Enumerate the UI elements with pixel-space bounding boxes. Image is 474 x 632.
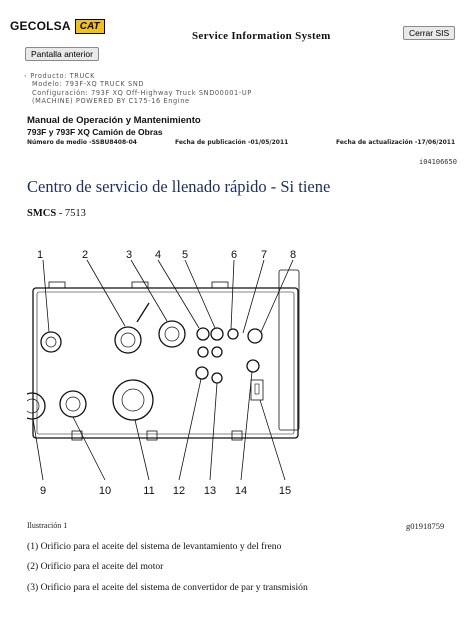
port-cap (121, 333, 135, 347)
leader-line (158, 260, 199, 328)
configuration-line: Configuración: 793F XQ Off-Highway Truck SND00001-UP (32, 88, 252, 97)
publication-date: Fecha de publicación -01/05/2011 (175, 139, 289, 146)
leader-line (135, 420, 149, 480)
smcs-code (27, 208, 86, 219)
indicator-small (198, 347, 208, 357)
indicator-4 (197, 328, 209, 340)
product-info (24, 72, 252, 106)
update-date: Fecha de actualización -17/06/2011 (336, 139, 456, 146)
previous-screen-button[interactable]: Pantalla anterior (25, 47, 99, 61)
illustration-id: g01918759 (406, 521, 445, 531)
manual-title: Manual de Operación y Mantenimiento (27, 115, 201, 126)
hoist-brake-oil-port (41, 332, 61, 352)
callout-label: 14 (234, 485, 248, 497)
callout-label: 15 (278, 485, 292, 497)
hose-line (137, 303, 149, 322)
engine-oil-port (115, 327, 141, 353)
system-title: Service Information System (192, 30, 331, 42)
reference-id: i04106650 (419, 158, 457, 166)
leader-line (243, 260, 264, 333)
leader-line (73, 417, 105, 480)
callout-label: 13 (203, 485, 217, 497)
leader-line (210, 383, 217, 480)
callout-label: 3 (125, 249, 133, 261)
callout-label: 7 (260, 249, 268, 261)
leader-line (261, 260, 293, 332)
description-item: (2) Orificio para el aceite del motor (27, 561, 164, 572)
panel-side-bracket (279, 270, 299, 430)
callout-label: 6 (230, 249, 238, 261)
description-item: (3) Orificio para el aceite del sistema de convertidor de par y transmisión (27, 582, 308, 593)
mounting-tab (49, 282, 65, 288)
port-cap (165, 327, 179, 341)
indicator-12 (196, 367, 208, 379)
callout-label: 10 (98, 485, 112, 497)
close-sis-button[interactable]: Cerrar SIS (403, 26, 455, 40)
media-number: Número de medio -SSBU8408-04 (27, 139, 137, 146)
leader-line (87, 260, 125, 326)
port-cap (122, 389, 144, 411)
callout-label: 5 (181, 249, 189, 261)
indicator-14 (247, 360, 259, 372)
callout-label: 9 (39, 485, 47, 497)
cat-logo-badge: CAT (75, 19, 105, 34)
leader-line (43, 260, 49, 332)
port-cap (66, 397, 80, 411)
leader-line (33, 419, 43, 480)
transmission-oil-port (159, 321, 185, 347)
switch-box (251, 380, 263, 400)
leader-line (131, 260, 167, 321)
description-item: (1) Orificio para el aceite del sistema de levantamiento y del freno (27, 541, 282, 552)
page-title: Centro de servicio de llenado rápido - Si tiene (27, 177, 331, 196)
smcs-label: SMCS (27, 208, 57, 219)
mounting-tab (212, 282, 228, 288)
fast-fill-service-center-diagram (27, 248, 317, 510)
model-line: Modelo: 793F-XQ TRUCK SND (32, 80, 145, 89)
indicator-5 (211, 328, 223, 340)
callout-label: 2 (81, 249, 89, 261)
gecolsa-cat-logo (10, 18, 122, 34)
callout-label: 1 (36, 249, 44, 261)
leader-line (260, 400, 285, 480)
switch-lever (255, 384, 259, 394)
callout-label: 11 (143, 485, 155, 497)
indicator-small (212, 347, 222, 357)
indicator-13 (212, 373, 222, 383)
manual-subtitle: 793F y 793F XQ Camión de Obras (27, 127, 163, 137)
product-line: Producto: TRUCK (30, 72, 96, 80)
port-10 (60, 391, 86, 417)
expand-arrow-icon[interactable]: ‹ (24, 72, 28, 80)
leader-line (241, 372, 252, 480)
logo-text: GECOLSA (10, 19, 71, 33)
port-11 (113, 380, 153, 420)
illustration-caption: Ilustración 1 (27, 521, 68, 530)
leader-line (179, 379, 201, 480)
callout-label: 8 (289, 249, 297, 261)
smcs-value: - 7513 (58, 208, 86, 219)
service-panel-inner (37, 292, 294, 434)
port-9 (27, 393, 45, 419)
callout-label: 12 (172, 485, 186, 497)
port-cap (46, 337, 56, 347)
callout-label: 4 (154, 249, 162, 261)
indicator-6 (228, 329, 238, 339)
leader-line (231, 260, 234, 329)
indicator-8 (248, 329, 262, 343)
configuration-line-2: (MACHINE) POWERED BY C175-16 Engine (32, 97, 190, 106)
leader-line (185, 260, 215, 328)
